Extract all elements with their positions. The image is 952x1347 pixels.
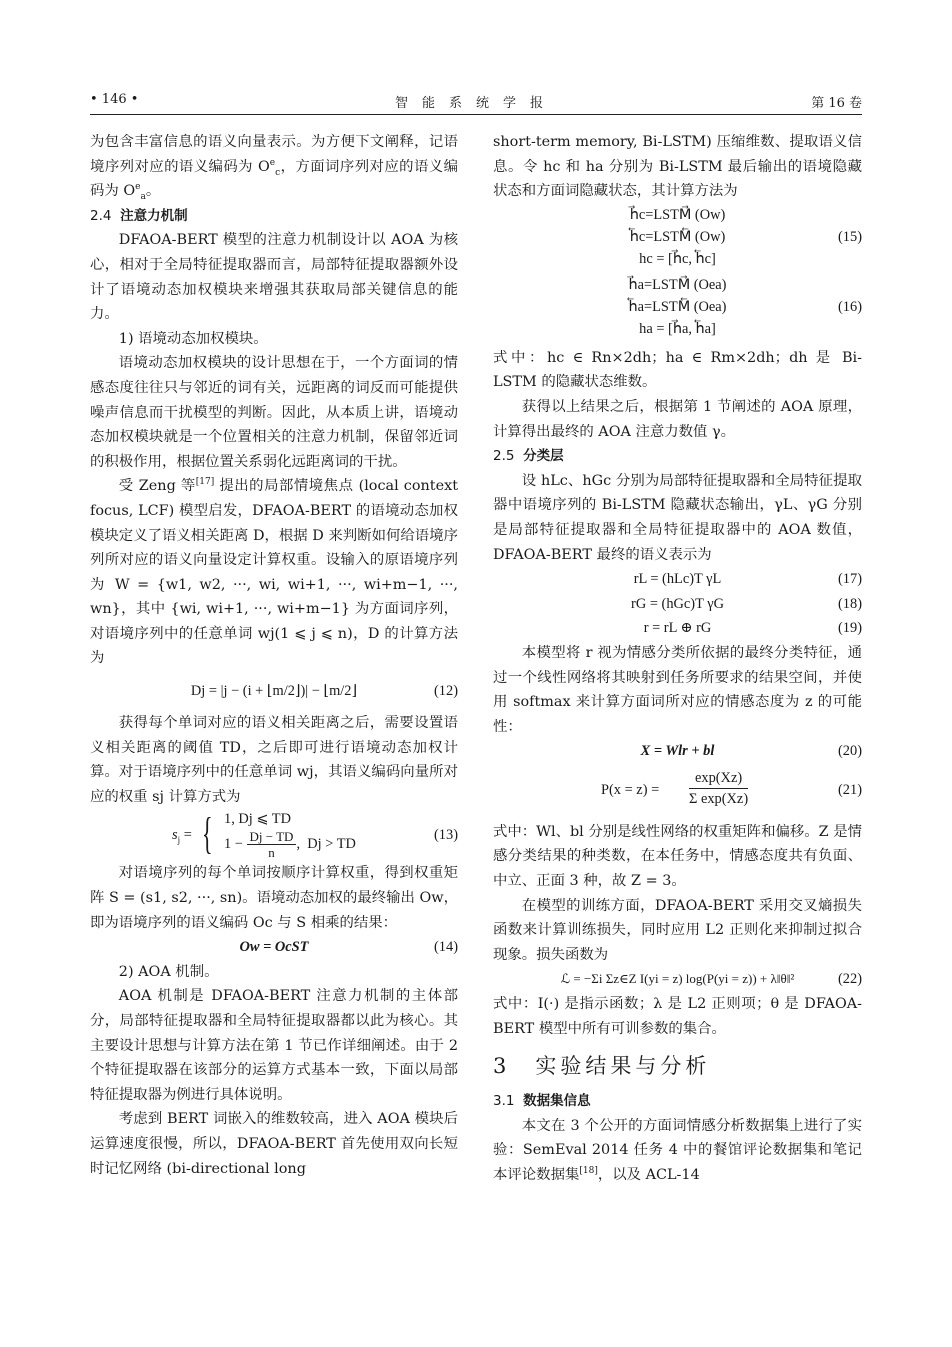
equation-20: X = Wlr + bl (20) [493,739,862,764]
running-header [90,88,862,115]
equation-19: r = rL ⊕ rG (19) [493,616,862,641]
equation-13-case-1: 1, Dj ⩽ TD [224,811,291,828]
volume-number: 第 16 卷 [811,96,862,111]
paragraph: 受 Zeng 等[17] 提出的局部情境焦点 (local context focus, LCF) 模型启发，DFAOA-BERT 的语境动态加权模块定义了语义相关距离 D，根据 D 来判断如何给语境序列所对应的语义向量设定计算权重。设输入的原语境序列为 W = {w1, w2, ···, wi, wi+1, ···, wi+m−1, ···, wn}，其中 {wi, wi+1, ···, wi+m−1} 为方面词序列，对语境序列中的任意单词 wj(1 ⩽ j ⩽ n)，D 的计算方法为 [90,477,458,667]
paragraph: 获得每个单词对应的语义相关距离之后，需要设置语义相关距离的阈值 TD，之后即可进行语境动态加权计算。对于语境序列中的任意单词 wj，其语义编码向量所对应的权重 sj 计算方式为 [90,715,458,805]
paragraph: 对语境序列的每个单词按顺序计算权重，得到权重矩阵 S = (s1, s2, ···, sn)。语境动态加权的最终输出 Ow，即为语境序列的语义编码 Oc 与 S 相乘的结果： [90,865,458,931]
paragraph: 设 hLc、hGc 分别为局部特征提取器和全局特征提取器中语境序列的 Bi-LSTM 隐藏状态输出，γL、γG 分别是局部特征提取器和全局特征提取器中的 AOA 数值，DFAOA-BERT 最终的语义表示为 [493,472,862,563]
equation-number: (16) [838,298,862,315]
equation-16: h⃗a=LSTM⃗ (Oea) h⃖a=LSTM⃖ (Oea) ha = [h⃗a, h⃖a] (16) [628,276,862,337]
paragraph: DFAOA-BERT 模型的注意力机制设计以 AOA 为核心，相对于全局特征提取器而言，局部特征提取器额外设计了语境动态加权模块来增强其获取局部关键信息的能力。 [90,232,458,323]
equation-13: $s_j$ = { 1, Dj ⩽ TD 1 − $\frac{Dj - TD}{n}$ , Dj > TD (13) [172,809,458,861]
equation-number: (14) [434,939,458,956]
equation-number: (17) [838,571,862,588]
equation-number: (19) [838,620,862,637]
equation-21: P(x = z) = exp(Xz) Σ exp(Xz) (21) [601,769,862,807]
right-column [493,130,862,1188]
citation[interactable]: [17] [195,477,215,488]
equation-22: ℒ = −Σi Σz∈Z I(yi = z) log(P(yi = z)) + λ‖θ‖² (22) [493,967,862,992]
equation-number: (13) [434,827,458,844]
paragraph: 式中：Wl、bl 分别是线性网络的权重矩阵和偏移。Z 是情感分类结果的种类数，在本任务中，情感态度共有负面、中立、正面 3 种，故 Z = 3。 [493,823,862,890]
paragraph: 本文在 3 个公开的方面词情感分析数据集上进行了实验：SemEval 2014 任务 4 中的餐馆评论数据集和笔记本评论数据集[18]，以及 ACL-14 [493,1117,862,1183]
section-heading-3: 3 实验结果与分析 [493,1054,711,1079]
paragraph: 本模型将 r 视为情感分类所依据的最终分类特征，通过一个线性网络将其映射到任务所要求的结果空间，并使用 softmax 来计算方面词所对应的情感态度为 z 的可能性： [493,644,862,735]
equation-number: (12) [434,683,458,700]
paragraph: 获得以上结果之后，根据第 1 节阐述的 AOA 原理，计算得出最终的 AOA 注意力数值 γ。 [493,398,862,440]
equation-number: (15) [838,228,862,245]
left-column [90,130,458,1181]
page-number: • 146 • [90,92,139,107]
paragraph: short-term memory, Bi-LSTM) 压缩维数、提取语义信息。令 hc 和 ha 分别为 Bi-LSTM 最后输出的语境隐藏状态和方面词隐藏状态，其计算方法为 [493,134,862,200]
paragraph: AOA 机制是 DFAOA-BERT 注意力机制的主体部分，局部特征提取器和全局特征提取器都以此为核心。其主要设计思想与计算方法在第 1 节已作详细阐述。由于 2 个特征提取器在该部分的运算方式基本一致，下面以局部特征提取器为例进行具体说明。 [90,988,458,1103]
paragraph: 在模型的训练方面，DFAOA-BERT 采用交叉熵损失函数来计算训练损失，同时应用 L2 正则化来抑制过拟合现象。损失函数为 [493,897,862,963]
equation-14: Ow = OcST (14) [90,935,458,960]
equation-number: (18) [838,595,862,612]
paragraph: 1) 语境动态加权模块。 [118,330,268,347]
paragraph: 为包含丰富信息的语义向量表示。为方便下文阐释，记语境序列对应的语义编码为 $O^e_c$，方面词序列对应的语义编码为 $O^e_a$。 [90,134,458,203]
paragraph: 考虑到 BERT 词嵌入的维数较高，进入 AOA 模块后运算速度很慢，所以，DFAOA-BERT 首先使用双向长短时记忆网络 (bi-directional long [90,1111,458,1177]
citation[interactable]: [18] [579,1166,598,1177]
section-heading-2-4: 2.4 注意力机制 [90,207,188,224]
journal-name: 智能系统学报 [394,96,557,111]
paragraph: 式中：hc ∈ Rn×2dh；ha ∈ Rm×2dh；dh 是 Bi-LSTM 的隐藏状态维数。 [493,349,862,391]
equation-number: (21) [838,781,862,798]
equation-12 [90,671,458,711]
equation-18: rG = (hGc)T γG (18) [493,592,862,617]
equation-17: rL = (hLc)T γL (17) [493,567,862,592]
paragraph: 语境动态加权模块的设计思想在于，一个方面词的情感态度往往只与邻近的词有关，远距离的词反而可能提供噪声信息而干扰模型的判断。因此，从本质上讲，语境动态加权模块就是一个位置相关的注意力机制，保留邻近词的积极作用，根据位置关系弱化远距离词的干扰。 [90,355,458,470]
paragraph: 2) AOA 机制。 [118,963,219,980]
equation-number: (22) [838,971,862,988]
equation-number: (20) [838,743,862,760]
section-heading-3-1: 3.1 数据集信息 [493,1093,591,1110]
equation-12-body: Dj = |j − (i + ⌊m/2⌋)| − ⌊m/2⌋ [190,683,358,700]
section-heading-2-5: 2.5 分类层 [493,448,564,465]
equation-15: h⃗c=LSTM⃗ (Ow) h⃖c=LSTM⃖ (Ow) hc = [h⃗c, h⃖c] (15) [629,206,862,267]
paragraph: 式中：I(·) 是指示函数；λ 是 L2 正则项；θ 是 DFAOA-BERT 模型中所有可训参数的集合。 [493,996,862,1037]
